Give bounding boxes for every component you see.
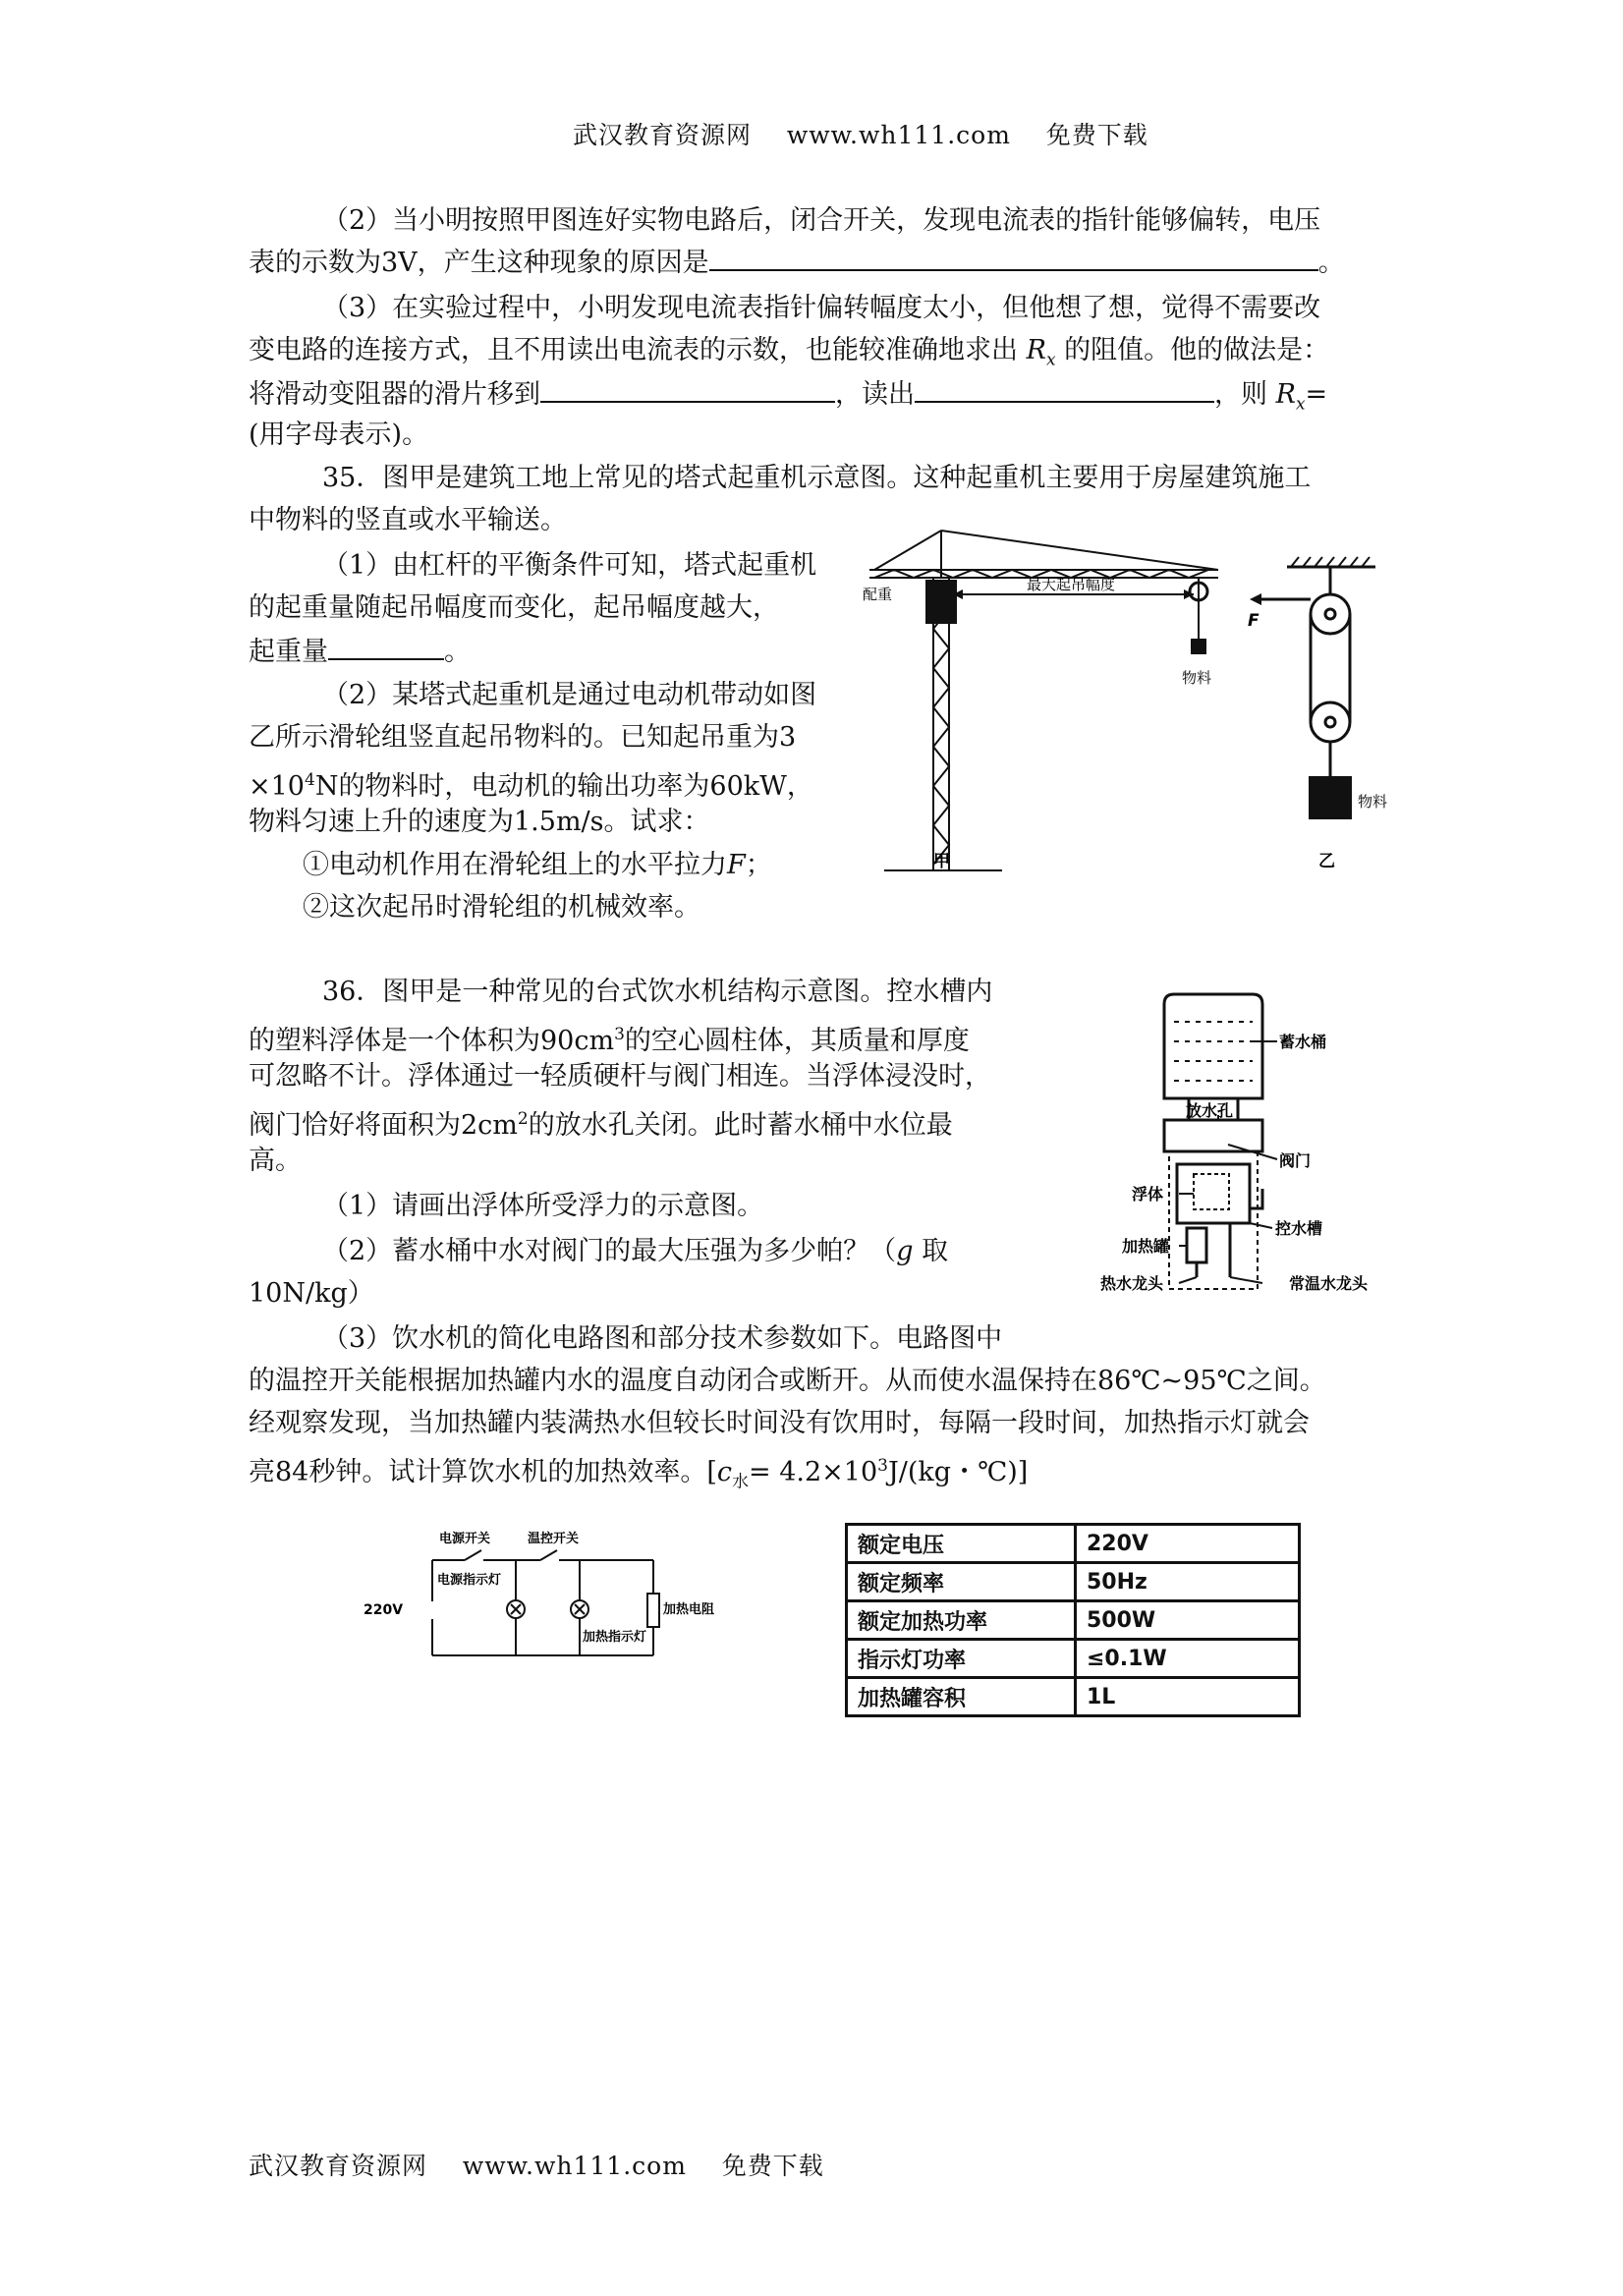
q35-sub1: ①电动机作用在滑轮组上的水平拉力F；: [303, 850, 772, 880]
q34-answer-blank-2[interactable]: [540, 373, 835, 403]
table-row: [847, 1525, 1300, 1563]
crane-label-material: 物料: [1182, 669, 1212, 687]
q35-sub2: ②这次起吊时滑轮组的机械效率。: [303, 892, 700, 923]
dispenser-label-normal-tap: 常温水龙头: [1289, 1274, 1369, 1293]
dispenser-label-hot-tap: 热水龙头: [1100, 1274, 1164, 1293]
circuit-label-power-lamp: 电源指示灯: [437, 1573, 502, 1588]
crane-label-counterweight: 配重: [863, 586, 893, 603]
q34-answer-blank-1[interactable]: [709, 242, 1318, 271]
circuit-label-heat-lamp: 加热指示灯: [583, 1630, 647, 1645]
footer-note: 免费下载: [721, 2152, 824, 2180]
q36-line3: 可忽略不计。浮体通过一轻质硬杆与阀门相连。当浮体浸没时，: [249, 1061, 991, 1092]
q36-p2-line1: （2）蓄水桶中水对阀门的最大压强为多少帕？（g 取: [322, 1236, 949, 1266]
water-dispenser-figure: [1061, 982, 1405, 1326]
circuit-label-power-switch: 电源开关: [439, 1532, 491, 1546]
q36-p3-line1: （3）饮水机的简化电路图和部分技术参数如下。电路图中: [322, 1323, 1003, 1354]
pulley-label-material: 物料: [1358, 793, 1388, 811]
spec-table: [845, 1523, 1301, 1717]
dispenser-label-heater: 加热罐: [1122, 1237, 1170, 1256]
q34-p2-line2: 表的示数为3V，产生这种现象的原因是 。: [249, 242, 1345, 283]
header-url[interactable]: www.wh111.com: [786, 121, 1011, 149]
q34-p3-line2: 变电路的连接方式，且不用读出电流表的示数，也能较准确地求出 $R_x$ 的阻值。他的做法是：: [249, 335, 1330, 370]
q34-p3-line3: 将滑动变阻器的滑片移到 ，读出 ，则 $R_x=$: [249, 373, 1327, 423]
q35-p2-line4: 物料匀速上升的速度为1.5m/s。试求：: [249, 807, 710, 837]
q35-p2-line2: 乙所示滑轮组竖直起吊物料的。已知起吊重为3: [249, 722, 797, 753]
spec-key: 指示灯功率: [847, 1640, 1076, 1678]
dispenser-label-float: 浮体: [1132, 1185, 1164, 1204]
q35-line1: 35．图甲是建筑工地上常见的塔式起重机示意图。这种起重机主要用于房屋建筑施工: [322, 463, 1312, 493]
spec-value: 50Hz: [1076, 1563, 1300, 1601]
crane-label-span: 最大起吊幅度: [1027, 576, 1116, 593]
spec-key: 加热罐容积: [847, 1678, 1076, 1716]
q36-p3-line4: 亮84秒钟。试计算饮水机的加热效率。[$c_水= 4.2\times 10^3J/(kg$・℃)]: [249, 1456, 1029, 1492]
q36-line5: 高。: [249, 1146, 302, 1176]
circuit-label-thermo-switch: 温控开关: [528, 1532, 580, 1546]
q36-p3-line3: 经观察发现，当加热罐内装满热水但较长时间没有饮用时，每隔一段时间，加热指示灯就会: [249, 1408, 1310, 1438]
page-header: [573, 116, 1148, 151]
q36-line1: 36．图甲是一种常见的台式饮水机结构示意图。控水槽内: [322, 977, 993, 1007]
q35-p2-line3: $\times 10^4N$的物料时，电动机的输出功率为60kW，: [249, 770, 813, 802]
dispenser-label-tank: 蓄水桶: [1279, 1033, 1327, 1051]
circuit-diagram: [359, 1523, 742, 1670]
q34-p3-line1: （3）在实验过程中，小明发现电流表指针偏转幅度太小，但他想了想，觉得不需要改: [322, 293, 1321, 323]
q36-line2: 的塑料浮体是一个体积为$90cm^3$的空心圆柱体，其质量和厚度: [249, 1025, 970, 1056]
pulley-label-force: F: [1248, 611, 1259, 631]
pulley-caption: 乙: [1318, 852, 1335, 871]
spec-key: 额定频率: [847, 1563, 1076, 1601]
dispenser-label-valve: 阀门: [1279, 1151, 1312, 1170]
q35-p1-line2: 的起重量随起吊幅度而变化，起吊幅度越大，: [249, 592, 779, 623]
footer-url[interactable]: www.wh111.com: [462, 2152, 687, 2180]
tower-crane-figure: [855, 521, 1228, 884]
spec-value: 1L: [1076, 1678, 1300, 1716]
table-row: [847, 1601, 1300, 1640]
dispenser-label-trough: 控水槽: [1275, 1219, 1323, 1238]
q36-line4: 阀门恰好将面积为$2cm^2$的放水孔关闭。此时蓄水桶中水位最: [249, 1109, 953, 1141]
table-row: [847, 1563, 1300, 1601]
q36-p2-line2: 10N/kg）: [249, 1278, 374, 1309]
q35-answer-blank[interactable]: [328, 631, 444, 660]
q34-p2-line1: （2）当小明按照甲图连好实物电路后，闭合开关，发现电流表的指针能够偏转，电压: [322, 205, 1321, 236]
header-note: 免费下载: [1045, 121, 1148, 149]
q35-p1-line3: 起重量 。: [249, 631, 471, 672]
q34-p3-line4: (用字母表示)。: [249, 420, 429, 450]
header-site: 武汉教育资源网: [573, 121, 753, 149]
page-footer: [249, 2147, 824, 2182]
q35-p1-line1: （1）由杠杆的平衡条件可知，塔式起重机: [322, 550, 817, 581]
pulley-figure: [1228, 555, 1395, 874]
spec-value: ≤0.1W: [1076, 1640, 1300, 1678]
q36-p1: （1）请画出浮体所受浮力的示意图。: [322, 1191, 764, 1221]
circuit-label-heater: 加热电阻: [663, 1602, 715, 1617]
crane-caption: 甲: [933, 852, 950, 871]
dispenser-label-hole: 放水孔: [1186, 1101, 1234, 1120]
spec-key: 额定加热功率: [847, 1601, 1076, 1640]
q35-line2: 中物料的竖直或水平输送。: [249, 505, 567, 535]
q35-p2-line1: （2）某塔式起重机是通过电动机带动如图: [322, 680, 817, 710]
q36-p3-line2: 的温控开关能根据加热罐内水的温度自动闭合或断开。从而使水温保持在86℃~95℃之间。: [249, 1366, 1326, 1396]
q34-answer-blank-3[interactable]: [915, 373, 1214, 403]
circuit-label-voltage: 220V: [364, 1602, 404, 1618]
spec-value: 500W: [1076, 1601, 1300, 1640]
table-row: [847, 1678, 1300, 1716]
spec-key: 额定电压: [847, 1525, 1076, 1563]
table-row: [847, 1640, 1300, 1678]
footer-site: 武汉教育资源网: [249, 2152, 428, 2180]
spec-value: 220V: [1076, 1525, 1300, 1563]
